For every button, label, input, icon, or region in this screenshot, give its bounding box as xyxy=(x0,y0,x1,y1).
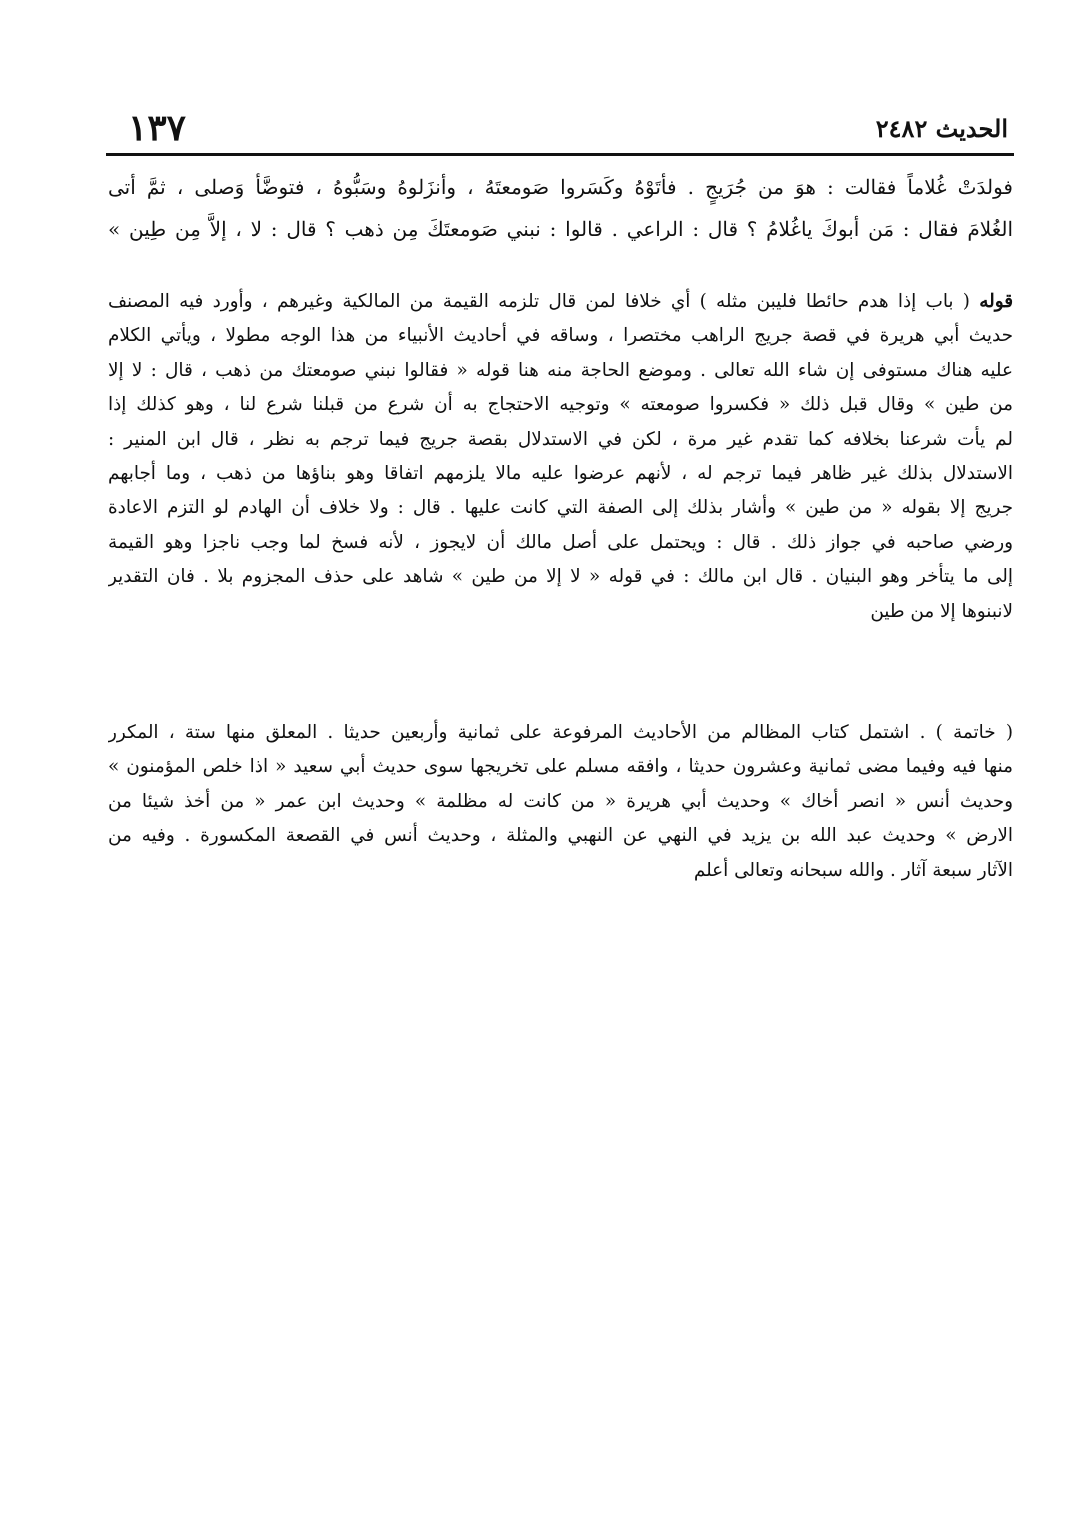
khatima-line: منها فيه وفيما مضى ثمانية وعشرون حديثا ، وافقه مسلم على تخريجها سوى حديث أبي سعيد « اذا خلص المؤمنون » xyxy=(108,756,1013,778)
commentary-line: جريج إلا بقوله « من طين » وأشار بذلك إلى الصفة التي كانت عليها . قال : ولا خلاف أن الهادم لو التزم الاعادة xyxy=(108,497,1013,519)
commentary-lead-word: قوله xyxy=(979,291,1013,312)
khatima-line: ( خاتمة ) . اشتمل كتاب المظالم من الأحاديث المرفوعة على ثمانية وأربعين حديثا . المعلق منها ستة ، المكرر xyxy=(108,722,1013,743)
commentary-line: عليه هناك مستوفى إن شاء الله تعالى . وموضع الحاجة منه هنا قوله « فقالوا نبني صومعتك من ذهب ، قال : لا إلا xyxy=(108,359,1013,381)
commentary-line-text: ( باب إذا هدم حائطا فليبن مثله ) أي خلافا لمن قال تلزمه القيمة من المالكية وغيرهم ، وأورد فيه المصنف xyxy=(108,291,980,312)
hadith-line: الغُلامَ فقال : مَن أبوكَ ياغُلامُ ؟ قال : الراعي . قالوا : نبني صَومعتَكَ مِن ذهب ؟ قال : لا ، إلاَّ مِن طِين » xyxy=(108,217,1013,241)
khatima-line: الارض » وحديث عبد الله بن يزيد في النهي عن النهبي والمثلة ، وحديث أنس في القصعة المكسورة . وفيه من xyxy=(108,825,1013,847)
page-number: ١٣٧ xyxy=(128,107,187,149)
header-rule xyxy=(106,153,1014,156)
commentary-line xyxy=(108,285,1013,319)
commentary-line: ورضي صاحبه في جواز ذلك . قال : ويحتمل على أصل مالك أن لايجوز ، لأنه فسخ لما وجب ناجزا وهو القيمة xyxy=(108,531,1013,553)
running-head: الحديث ٢٤٨٢ xyxy=(875,114,1008,143)
commentary-line: من طين » وقال قبل ذلك « فكسروا صومعته » وتوجيه الاحتجاج به أن شرع من قبلنا شرع لنا ، وهو كذلك إذا xyxy=(108,394,1013,416)
commentary-line: حديث أبي هريرة في قصة جريج الراهب مختصرا ، وساقه في أحاديث الأنبياء من هذا الوجه مطولا ، ويأتي الكلام xyxy=(108,325,1013,347)
khatima-line: الآثار سبعة آثار . والله سبحانه وتعالى أعلم xyxy=(693,859,1013,881)
page-header xyxy=(108,108,1008,154)
commentary-paragraph xyxy=(108,285,1013,629)
commentary-line: لانبنوها إلا من طين xyxy=(870,600,1013,622)
hadith-line: فولدَتْ غُلاماً فقالت : هوَ من جُرَيجٍ . فأتَوْهُ وكَسَروا صَومعتَهُ ، وأنزَلوهُ وسَبُّوهُ ، فتوضَّأ وَصلى ، ثمَّ أتى xyxy=(108,175,1013,199)
khatima-paragraph xyxy=(108,716,1013,888)
commentary-line: لم يأت شرعنا بخلافه كما تقدم غير مرة ، لكن في الاستدلال بقصة جريج فيما ترجم به نظر ، قال ابن المنير : xyxy=(108,428,1013,450)
hadith-text xyxy=(108,166,1013,250)
khatima-line: وحديث أنس « انصر أخاك » وحديث أبي هريرة « من كانت له مظلمة » وحديث ابن عمر « من أخذ شيئا من xyxy=(108,790,1013,812)
commentary-line: إلى ما يتأخر وهو البنيان . قال ابن مالك : في قوله « لا إلا من طين » شاهد على حذف المجزوم بلا . فان التقدير xyxy=(108,566,1013,588)
commentary-line: الاستدلال بذلك غير ظاهر فيما ترجم له ، لأنهم عرضوا عليه مالا يلزمهم اتفاقا وهو بناؤها من ذهب ، وما أجابهم xyxy=(108,462,1013,484)
